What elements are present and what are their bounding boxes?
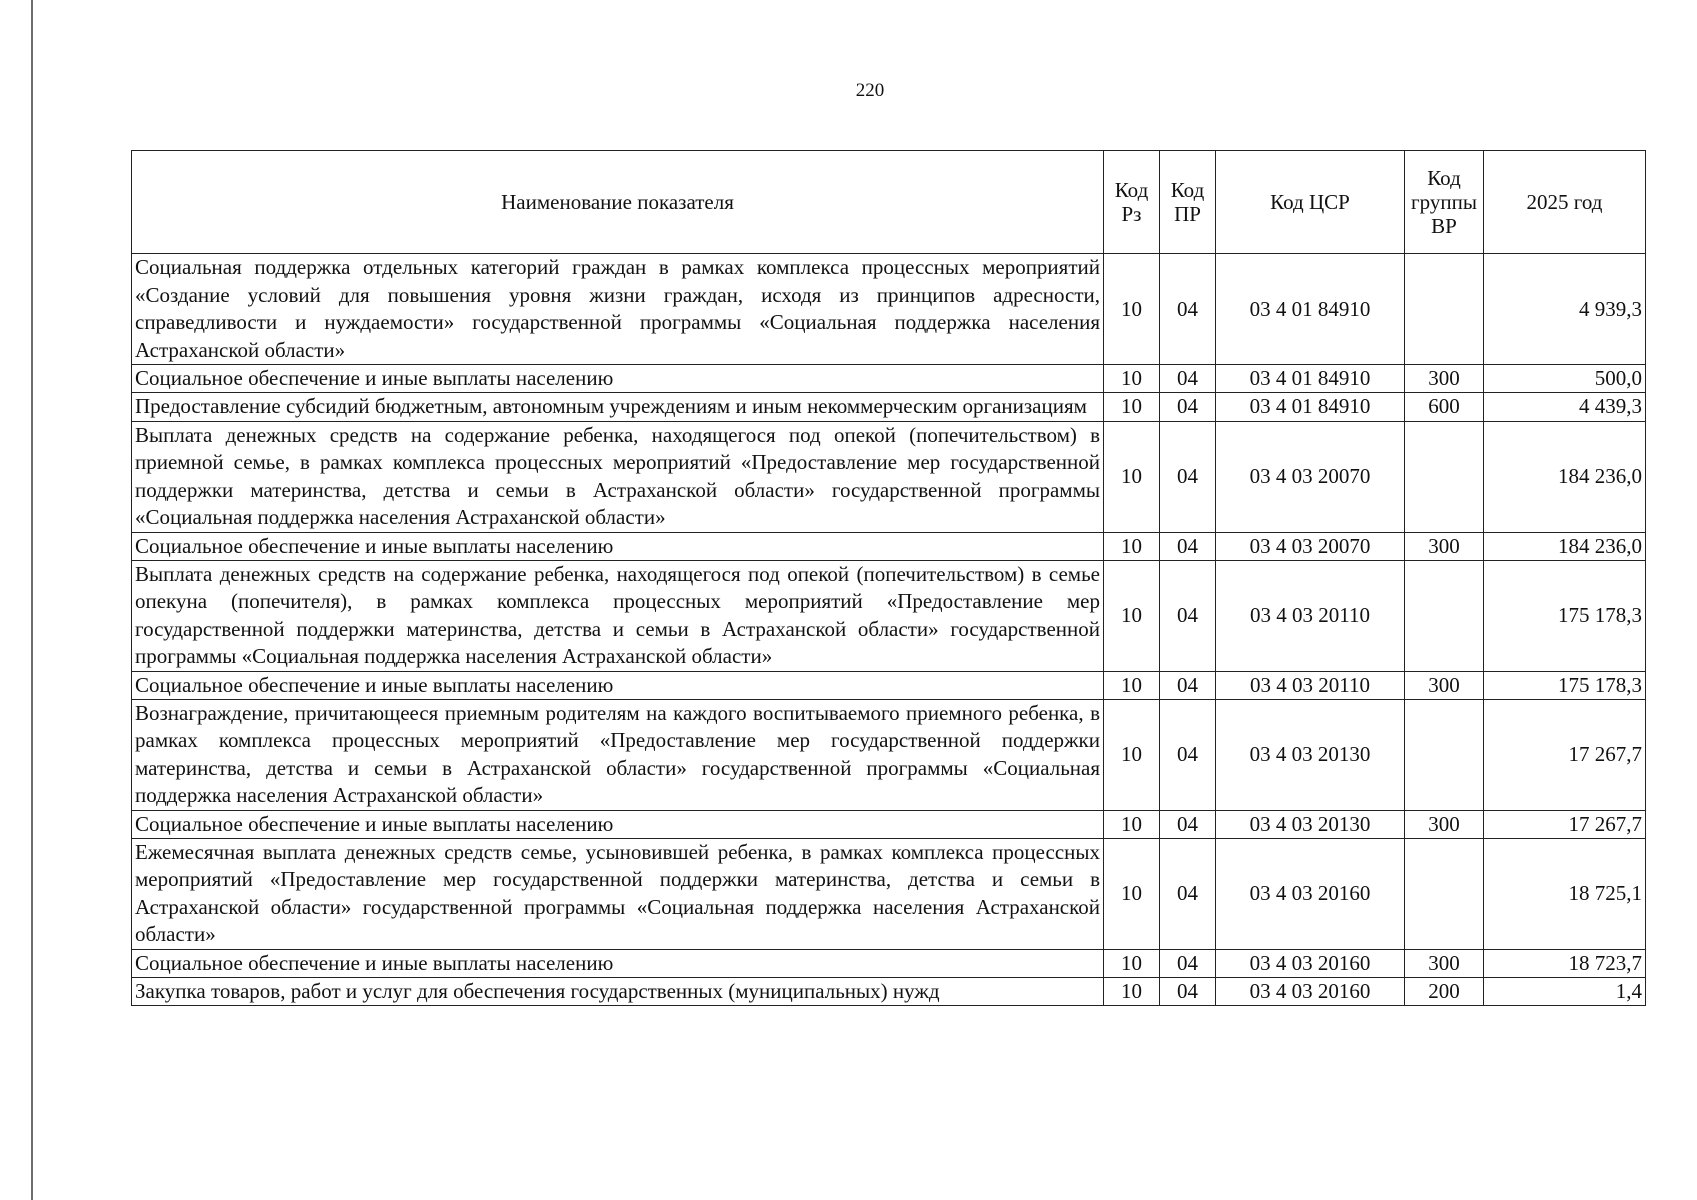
row-pr: 04 (1160, 254, 1216, 365)
row-name: Социальное обеспечение и иные выплаты населению (132, 671, 1104, 699)
table-row (132, 699, 1646, 810)
header-csr: Код ЦСР (1216, 151, 1405, 254)
row-name: Выплата денежных средств на содержание ребенка, находящегося под опекой (попечительством) в семье опекуна (попечителя), в рамках комплекса процессных мероприятий «Предоставление мер государственной поддержки материнства, детства и семьи в Астраханской области» государственной программы «Социальная поддержка населения Астраханской области» (132, 560, 1104, 671)
row-rz: 10 (1104, 560, 1160, 671)
row-name: Социальное обеспечение и иные выплаты населению (132, 532, 1104, 560)
table-row (132, 393, 1646, 422)
row-pr: 04 (1160, 393, 1216, 422)
row-rz: 10 (1104, 977, 1160, 1005)
row-pr: 04 (1160, 810, 1216, 838)
row-csr: 03 4 01 84910 (1216, 254, 1405, 365)
header-pr: Код ПР (1160, 151, 1216, 254)
row-name: Выплата денежных средств на содержание ребенка, находящегося под опекой (попечительством) в приемной семье, в рамках комплекса процессных мероприятий «Предоставление мер государственной поддержки материнства, детства и семьи в Астраханской области» государственной программы «Социальная поддержка населения Астраханской области» (132, 421, 1104, 532)
row-amount: 17 267,7 (1484, 699, 1646, 810)
row-vr: 600 (1405, 393, 1484, 422)
row-name: Ежемесячная выплата денежных средств семье, усыновившей ребенка, в рамках комплекса процессных мероприятий «Предоставление мер государственной поддержки материнства, детства и семьи в Астраханской области» государственной программы «Социальная поддержка населения Астраханской области» (132, 838, 1104, 949)
row-amount: 175 178,3 (1484, 560, 1646, 671)
header-name: Наименование показателя (132, 151, 1104, 254)
row-rz: 10 (1104, 838, 1160, 949)
page-number: 220 (855, 80, 885, 101)
row-rz: 10 (1104, 810, 1160, 838)
row-name: Социальная поддержка отдельных категорий граждан в рамках комплекса процессных мероприятий «Создание условий для повышения уровня жизни граждан, исходя из принципов адресности, справедливости и нуждаемости» государственной программы «Социальная поддержка населения Астраханской области» (132, 254, 1104, 365)
row-rz: 10 (1104, 421, 1160, 532)
row-rz: 10 (1104, 254, 1160, 365)
row-vr: 200 (1405, 977, 1484, 1005)
table-row (132, 977, 1646, 1005)
row-vr: 300 (1405, 949, 1484, 977)
row-vr: 300 (1405, 532, 1484, 560)
row-pr: 04 (1160, 838, 1216, 949)
row-csr: 03 4 03 20130 (1216, 810, 1405, 838)
row-rz: 10 (1104, 393, 1160, 422)
row-csr: 03 4 03 20160 (1216, 838, 1405, 949)
row-csr: 03 4 03 20070 (1216, 532, 1405, 560)
row-csr: 03 4 03 20160 (1216, 977, 1405, 1005)
table-row (132, 254, 1646, 365)
budget-table (131, 150, 1646, 1006)
table-row (132, 949, 1646, 977)
table-row (132, 810, 1646, 838)
header-row (132, 151, 1646, 254)
row-amount: 17 267,7 (1484, 810, 1646, 838)
table-row (132, 421, 1646, 532)
row-pr: 04 (1160, 699, 1216, 810)
row-name: Закупка товаров, работ и услуг для обеспечения государственных (муниципальных) нужд (132, 977, 1104, 1005)
row-vr (1405, 699, 1484, 810)
row-name: Вознаграждение, причитающееся приемным родителям на каждого воспитываемого приемного ребенка, в рамках комплекса процессных мероприятий «Предоставление мер государственной поддержки материнства, детства и семьи в Астраханской области» государственной программы «Социальная поддержка населения Астраханской области» (132, 699, 1104, 810)
row-pr: 04 (1160, 560, 1216, 671)
table-row (132, 671, 1646, 699)
row-vr (1405, 254, 1484, 365)
row-rz: 10 (1104, 949, 1160, 977)
row-vr: 300 (1405, 365, 1484, 393)
scan-edge-line (31, 0, 33, 1200)
row-amount: 18 725,1 (1484, 838, 1646, 949)
row-amount: 4 939,3 (1484, 254, 1646, 365)
row-amount: 18 723,7 (1484, 949, 1646, 977)
row-amount: 175 178,3 (1484, 671, 1646, 699)
header-rz: Код Рз (1104, 151, 1160, 254)
header-vr: Код группы ВР (1405, 151, 1484, 254)
row-vr (1405, 421, 1484, 532)
row-csr: 03 4 03 20110 (1216, 671, 1405, 699)
row-amount: 1,4 (1484, 977, 1646, 1005)
row-rz: 10 (1104, 532, 1160, 560)
row-pr: 04 (1160, 421, 1216, 532)
row-csr: 03 4 01 84910 (1216, 393, 1405, 422)
table-row (132, 838, 1646, 949)
table-row (132, 532, 1646, 560)
row-pr: 04 (1160, 365, 1216, 393)
row-name: Предоставление субсидий бюджетным, автономным учреждениям и иным некоммерческим организациям (132, 393, 1104, 422)
row-csr: 03 4 03 20130 (1216, 699, 1405, 810)
row-name: Социальное обеспечение и иные выплаты населению (132, 810, 1104, 838)
row-rz: 10 (1104, 365, 1160, 393)
row-amount: 500,0 (1484, 365, 1646, 393)
row-amount: 4 439,3 (1484, 393, 1646, 422)
header-year: 2025 год (1484, 151, 1646, 254)
table-row (132, 560, 1646, 671)
row-name: Социальное обеспечение и иные выплаты населению (132, 949, 1104, 977)
row-csr: 03 4 03 20070 (1216, 421, 1405, 532)
table-row (132, 365, 1646, 393)
row-vr: 300 (1405, 671, 1484, 699)
row-csr: 03 4 03 20110 (1216, 560, 1405, 671)
row-amount: 184 236,0 (1484, 532, 1646, 560)
row-name: Социальное обеспечение и иные выплаты населению (132, 365, 1104, 393)
row-rz: 10 (1104, 699, 1160, 810)
row-vr: 300 (1405, 810, 1484, 838)
row-vr (1405, 838, 1484, 949)
row-vr (1405, 560, 1484, 671)
row-pr: 04 (1160, 949, 1216, 977)
row-pr: 04 (1160, 532, 1216, 560)
row-amount: 184 236,0 (1484, 421, 1646, 532)
row-rz: 10 (1104, 671, 1160, 699)
row-pr: 04 (1160, 671, 1216, 699)
row-csr: 03 4 03 20160 (1216, 949, 1405, 977)
row-pr: 04 (1160, 977, 1216, 1005)
row-csr: 03 4 01 84910 (1216, 365, 1405, 393)
